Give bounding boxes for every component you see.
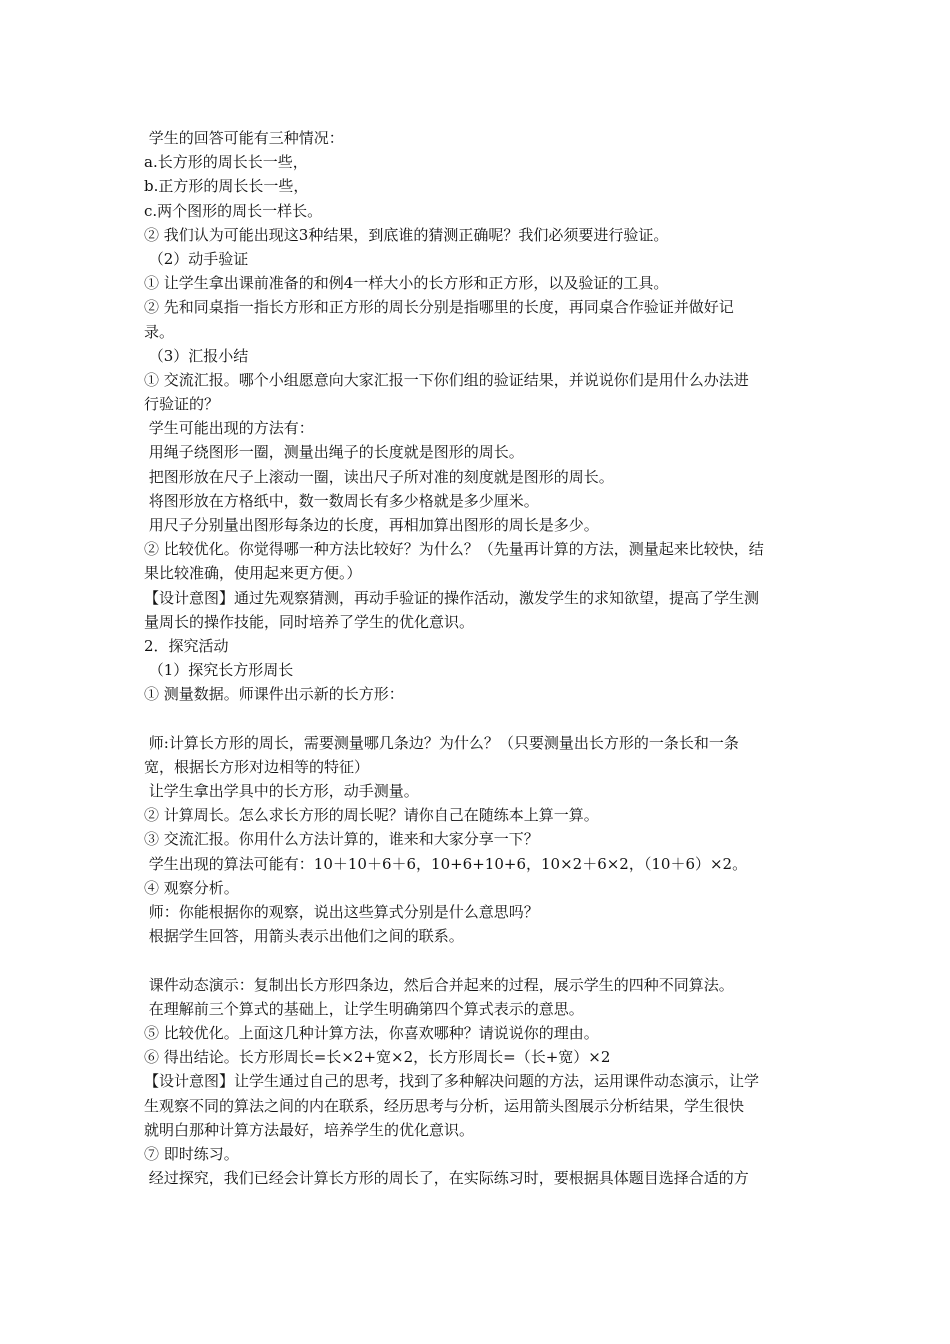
design-intent-line: 量周长的操作技能，同时培养了学生的优化意识。 [144,612,475,631]
text-line: 行验证的？ [144,395,220,414]
text-line: ② 我们认为可能出现这3种结果，到底谁的猜测正确呢？我们必须要进行验证。 [144,225,669,244]
text-line: 学生出现的算法可能有：10＋10＋6＋6，10+6+10+6，10×2＋6×2，（10＋6）×2。 [144,854,748,873]
text-line: ⑦ 即时练习。 [144,1144,239,1163]
text-line: 师:计算长方形的周长，需要测量哪几条边？为什么？（只要测量出长方形的一条长和一条 [144,733,739,752]
text-line: ① 测量数据。师课件出示新的长方形： [144,685,404,704]
text-line: 让学生拿出学具中的长方形，动手测量。 [144,782,419,801]
text-line: 将图形放在方格纸中，数一数周长有多少格就是多少厘米。 [144,491,539,510]
section-heading: （2）动手验证 [144,249,249,268]
text-line: b.正方形的周长长一些， [144,177,309,196]
text-line: 在理解前三个算式的基础上，让学生明确第四个算式表示的意思。 [144,999,584,1018]
design-intent-line: 就明白那种计算方法最好，培养学生的优化意识。 [144,1120,475,1139]
blank-line [144,707,809,731]
text-line: ⑤ 比较优化。上面这几种计算方法，你喜欢哪种？请说说你的理由。 [144,1023,599,1042]
text-line: ① 让学生拿出课前准备的和例4一样大小的长方形和正方形，以及验证的工具。 [144,274,669,293]
text-line: 师：你能根据你的观察，说出这些算式分别是什么意思吗？ [144,903,539,921]
text-line: 根据学生回答，用箭头表示出他们之间的联系。 [144,927,464,946]
section-heading: （1）探究长方形周长 [144,661,294,680]
text-line: ② 先和同桌指一指长方形和正方形的周长分别是指哪里的长度，再同桌合作验证并做好记 [144,298,734,317]
text-line: ② 比较优化。你觉得哪一种方法比较好？为什么？（先量再计算的方法，测量起来比较快，结 [144,540,764,559]
text-line: a.长方形的周长长一些， [144,153,308,172]
text-line: 用尺子分别量出图形每条边的长度，再相加算出图形的周长是多少。 [144,516,599,534]
text-line: 经过探究，我们已经会计算长方形的周长了，在实际练习时，要根据具体题目选择合适的方 [144,1169,749,1188]
design-intent-line: 【设计意图】让学生通过自己的思考，找到了多种解决问题的方法，运用课件动态演示，让学 [144,1072,760,1091]
text-line: ③ 交流汇报。你用什么方法计算的，谁来和大家分享一下？ [144,830,539,849]
document-body [144,126,809,1190]
text-line: 果比较准确，使用起来更方便。） [144,564,362,583]
text-line: c.两个图形的周长一样长。 [144,201,323,220]
text-line: 录。 [144,322,175,341]
text-line: 课件动态演示：复制出长方形四条边，然后合并起来的过程，展示学生的四种不同算法。 [144,975,734,994]
text-line: 学生可能出现的方法有： [144,419,314,438]
text-line: 用绳子绕图形一圈，测量出绳子的长度就是图形的周长。 [144,443,524,462]
text-line: 宽，根据长方形对边相等的特征） [144,757,370,776]
section-heading: 2．探究活动 [144,636,229,655]
text-line: 学生的回答可能有三种情况： [144,129,344,147]
text-line: ⑥ 得出结论。长方形周长=长×2+宽×2，长方形周长=（长+宽）×2 [144,1048,611,1067]
blank-line [144,948,809,972]
design-intent-line: 【设计意图】通过先观察猜测，再动手验证的操作活动，激发学生的求知欲望，提高了学生测 [144,588,760,607]
section-heading: （3）汇报小结 [144,346,249,365]
text-line: ② 计算周长。怎么求长方形的周长呢？请你自己在随练本上算一算。 [144,806,599,825]
design-intent-line: 生观察不同的算法之间的内在联系，经历思考与分析，运用箭头图展示分析结果，学生很快 [144,1096,745,1115]
text-line: 把图形放在尺子上滚动一圈，读出尺子所对准的刻度就是图形的周长。 [144,467,614,486]
text-line: ④ 观察分析。 [144,878,239,897]
text-line: ① 交流汇报。哪个小组愿意向大家汇报一下你们组的验证结果，并说说你们是用什么办法进 [144,370,749,389]
